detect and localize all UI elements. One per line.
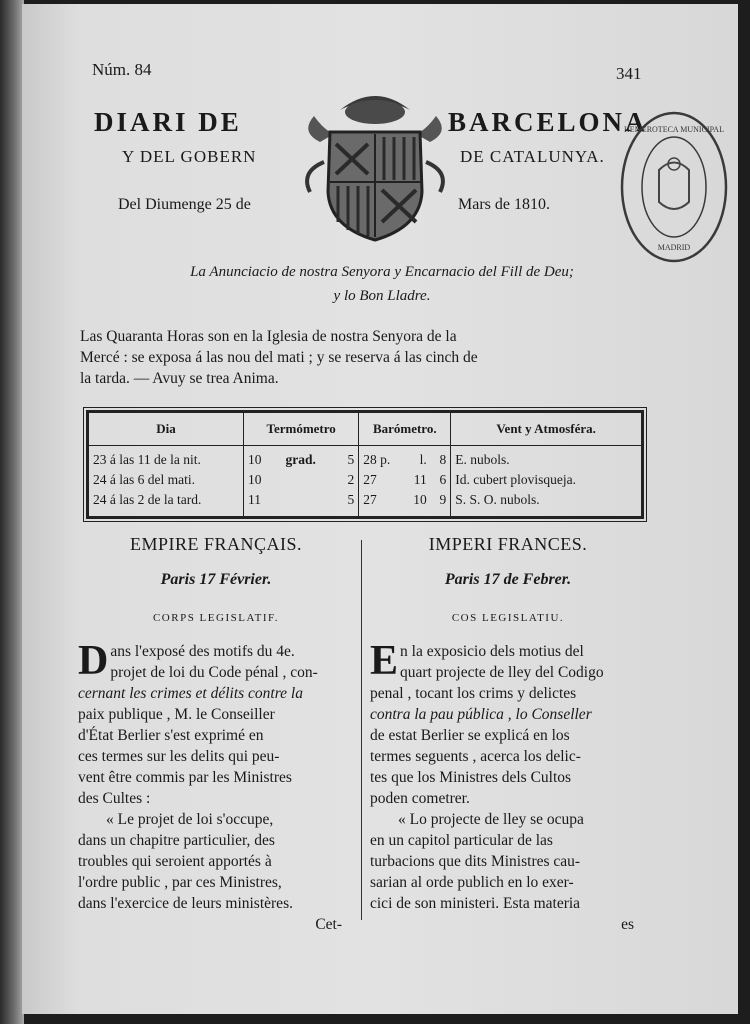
catalan-section-title: COS LEGISLATIU. bbox=[451, 612, 565, 624]
article-line: troubles qui seroient apportés à bbox=[78, 853, 272, 870]
weather-header-dia: Dia bbox=[88, 412, 244, 446]
french-article-text bbox=[78, 638, 354, 935]
cell-bar-frac: 9 bbox=[431, 490, 451, 518]
weather-header-barometer: Barómetro. bbox=[359, 412, 451, 446]
catalan-dateline: Paris 17 de Febrer. bbox=[444, 571, 572, 588]
cell-bar: 27 bbox=[363, 472, 377, 487]
french-section-title: CORPS LEGISLATIF. bbox=[152, 612, 280, 624]
article-line: poden cometrer. bbox=[370, 790, 470, 807]
subtitle-right: DE CATALUNYA. bbox=[460, 147, 605, 166]
table-row bbox=[88, 490, 643, 518]
masthead-right: BARCELONA bbox=[448, 107, 648, 137]
article-line: penal , tocant los crims y delictes bbox=[370, 685, 577, 702]
catalan-column bbox=[370, 534, 646, 935]
cell-temp: 10 bbox=[248, 472, 262, 487]
article-line: turbacions que dits Ministres cau- bbox=[370, 853, 581, 870]
article-line: quart projecte de lley del Codigo bbox=[400, 664, 604, 681]
column-divider bbox=[361, 540, 362, 920]
article-line: ans l'exposé des motifs du 4e. bbox=[110, 643, 295, 660]
catalan-article-text bbox=[370, 638, 646, 935]
table-row bbox=[88, 446, 643, 471]
cell-temp-frac: 5 bbox=[344, 446, 359, 471]
article-line: l'ordre public , par ces Ministres, bbox=[78, 874, 282, 891]
cell-bar-lines: l. bbox=[419, 452, 427, 467]
newspaper-page bbox=[22, 4, 738, 1014]
article-line: « Le projet de loi s'occupe, bbox=[106, 811, 274, 828]
weather-table bbox=[86, 410, 644, 519]
cell-wind: Id. cubert plovisqueja. bbox=[455, 472, 576, 487]
notice-line-3: la tarda. — Avuy se trea Anima. bbox=[80, 370, 279, 387]
french-column bbox=[78, 534, 354, 935]
french-dateline: Paris 17 Février. bbox=[160, 571, 272, 588]
article-line: projet de loi du Code pénal , con- bbox=[110, 664, 318, 681]
article-line: vent être commis par les Ministres bbox=[78, 769, 292, 786]
cell-temp: 11 bbox=[248, 492, 261, 507]
cell-bar-frac: 8 bbox=[431, 446, 451, 471]
cell-temp-unit bbox=[282, 470, 344, 490]
french-drop-cap: D bbox=[78, 638, 109, 684]
weather-header-thermometer: Termómetro bbox=[244, 412, 359, 446]
cell-bar: 27 bbox=[363, 492, 377, 507]
notice-line-2: Mercé : se exposa á las nou del mati ; y se reserva á las cinch de bbox=[80, 349, 478, 366]
notice-line-1: Las Quaranta Horas son en la Iglesia de nostra Senyora de la bbox=[80, 328, 457, 345]
catalan-catchword: es bbox=[621, 916, 634, 933]
article-line: paix publique , M. le Conseiller bbox=[78, 706, 275, 723]
cell-dia: 24 á las 2 de la tard. bbox=[88, 490, 244, 518]
catalan-heading: IMPERI FRANCES. bbox=[428, 534, 588, 554]
cell-wind: S. S. O. nubols. bbox=[455, 492, 540, 507]
article-line: dans l'exercice de leurs ministères. bbox=[78, 895, 293, 912]
french-catchword: Cet- bbox=[315, 916, 342, 933]
article-line: termes seguents , acerca los delic- bbox=[370, 748, 581, 765]
coat-of-arms-icon bbox=[300, 82, 450, 247]
cell-wind: E. nubols. bbox=[455, 452, 510, 467]
forty-hours-notice bbox=[80, 326, 656, 389]
article-line: sarian al orde publich en lo exer- bbox=[370, 874, 574, 891]
weather-header-wind: Vent y Atmosféra. bbox=[451, 412, 643, 446]
issue-number: Núm. 84 bbox=[92, 60, 152, 79]
article-line: dans un chapitre particulier, des bbox=[78, 832, 275, 849]
saint-line-1: La Anunciacio de nostra Senyora y Encarnacio del Fill de Deu; bbox=[190, 264, 574, 280]
cell-temp-frac: 5 bbox=[344, 490, 359, 518]
cell-temp: 10 bbox=[248, 452, 262, 467]
cell-dia: 24 á las 6 del mati. bbox=[88, 470, 244, 490]
date-right: Mars de 1810. bbox=[458, 196, 550, 213]
article-line: ces termes sur les delits qui peu- bbox=[78, 748, 280, 765]
article-line: n la exposicio dels motius del bbox=[400, 643, 584, 660]
library-stamp-icon bbox=[619, 110, 729, 264]
article-line: « Lo projecte de lley se ocupa bbox=[398, 811, 584, 828]
book-spine bbox=[0, 0, 24, 1024]
saint-line-2: y lo Bon Lladre. bbox=[333, 288, 431, 304]
cell-bar-lines: 10 bbox=[413, 492, 427, 507]
saint-of-day bbox=[102, 260, 662, 308]
table-row bbox=[88, 470, 643, 490]
article-line: cernant les crimes et délits contre la bbox=[78, 685, 303, 702]
stamp-text-top: HEMEROTECA MUNICIPAL bbox=[624, 125, 724, 134]
cell-temp-unit bbox=[282, 490, 344, 518]
cell-dia: 23 á las 11 de la nit. bbox=[88, 446, 244, 471]
article-line: de estat Berlier se explicá en los bbox=[370, 727, 570, 744]
masthead-left: DIARI DE bbox=[94, 107, 242, 137]
date-left: Del Diumenge 25 de bbox=[118, 196, 251, 213]
article-line: cici de son ministeri. Esta materia bbox=[370, 895, 581, 912]
cell-temp-unit: grad. bbox=[285, 452, 316, 467]
catalan-drop-cap: E bbox=[370, 638, 399, 684]
page-number: 341 bbox=[616, 64, 642, 83]
cell-bar-lines: 11 bbox=[413, 472, 427, 487]
stamp-text-bottom: MADRID bbox=[657, 243, 691, 252]
subtitle-left: Y DEL GOBERN bbox=[122, 147, 257, 166]
article-line: tes que los Ministres dels Cultos bbox=[370, 769, 572, 786]
cell-bar-frac: 6 bbox=[431, 470, 451, 490]
article-line: en un capitol particular de las bbox=[370, 832, 553, 849]
article-line: des Cultes : bbox=[78, 790, 151, 807]
cell-bar: 28 p. bbox=[363, 452, 391, 467]
cell-temp-frac: 2 bbox=[344, 470, 359, 490]
french-heading: EMPIRE FRANÇAIS. bbox=[129, 534, 303, 554]
article-line: d'État Berlier s'est exprimé en bbox=[78, 727, 264, 744]
article-line: contra la pau pública , lo Conseller bbox=[370, 706, 592, 723]
